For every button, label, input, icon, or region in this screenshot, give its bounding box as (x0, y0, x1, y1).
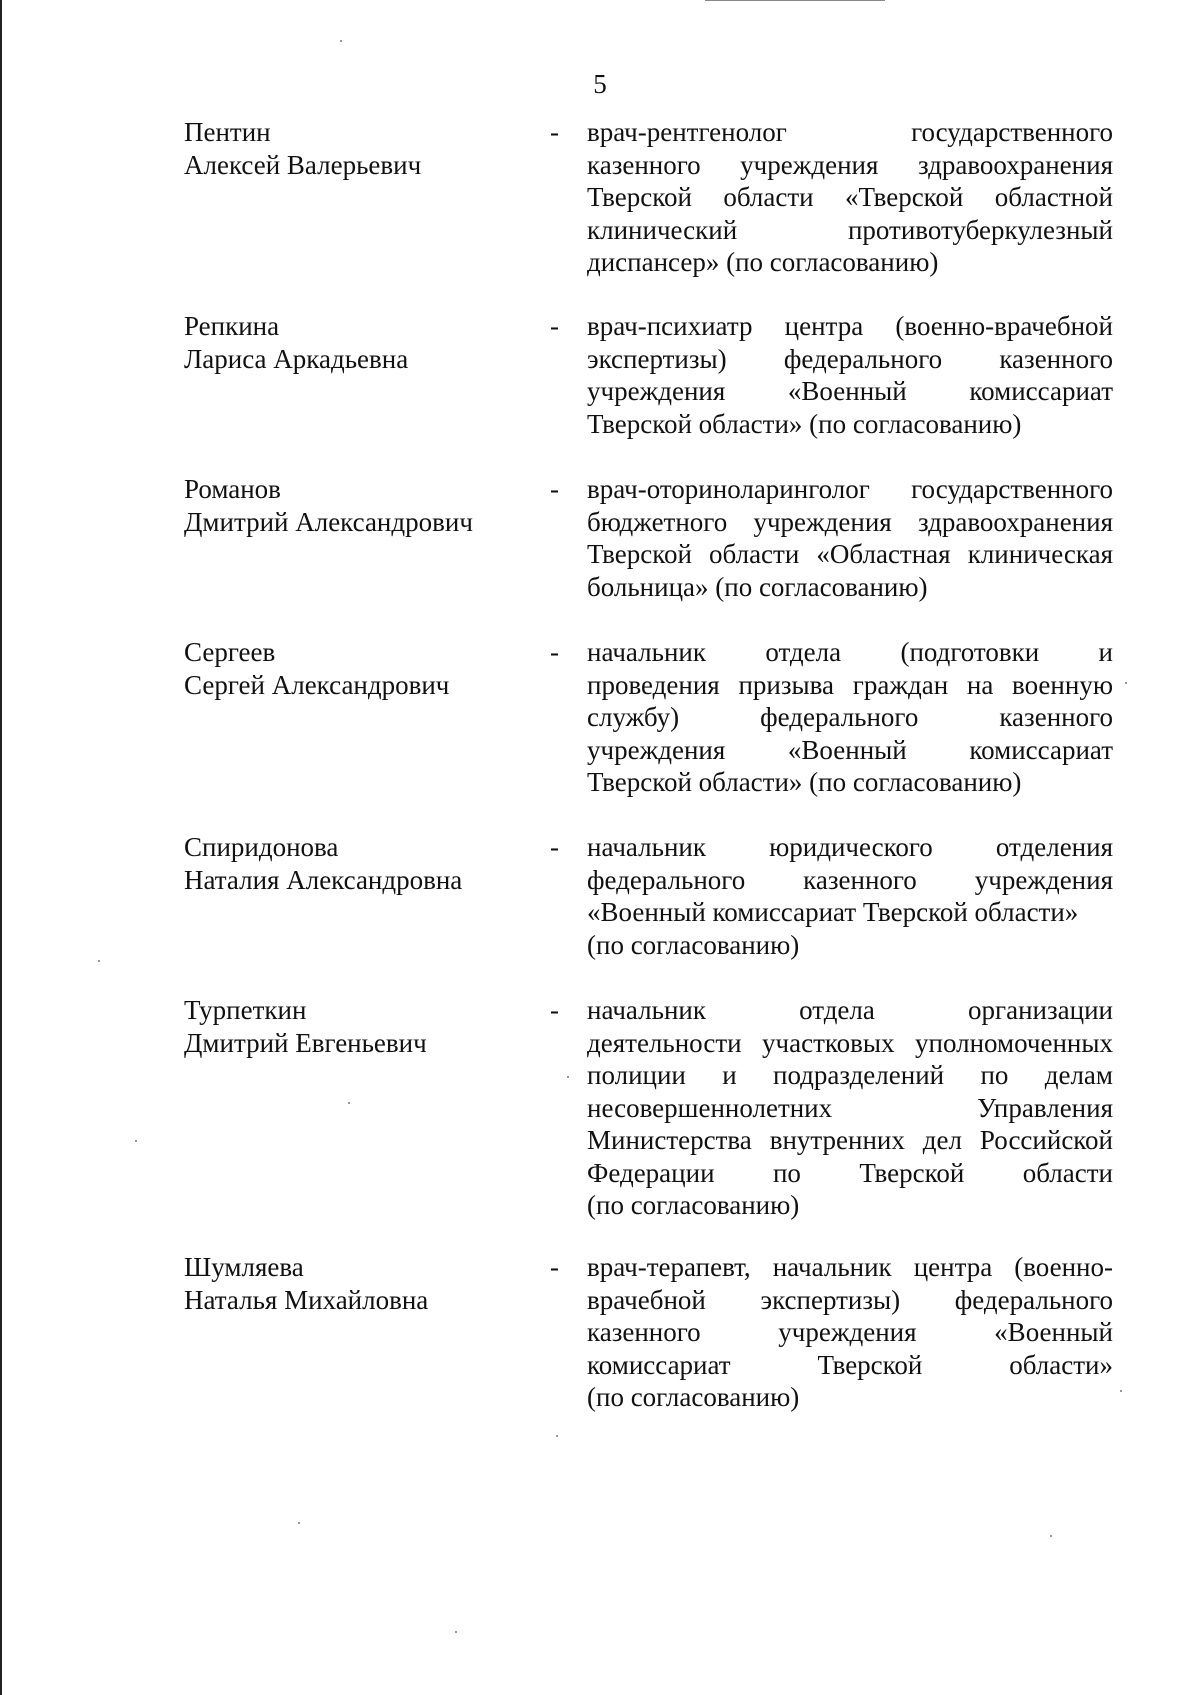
position-line: начальник юридического отделения (587, 832, 1113, 862)
position-line: больница» (по согласованию) (587, 571, 928, 602)
surname: Турпеткин (184, 995, 307, 1025)
position-line: бюджетного учреждения здравоохранения (587, 506, 1113, 537)
surname: Сергеев (184, 637, 276, 667)
surname: Пентин (184, 117, 271, 147)
given-names: Дмитрий Александрович (184, 506, 473, 537)
scan-speck (340, 40, 342, 42)
position-line: казенного учреждения «Военный (587, 1317, 1113, 1347)
given-names: Наталия Александровна (184, 864, 463, 895)
position-description (587, 994, 1113, 1222)
position-line: врач-терапевт, начальник центра (военно- (587, 1252, 1113, 1282)
separator-dash: - (550, 474, 559, 504)
given-names: Наталья Михайловна (184, 1284, 429, 1315)
position-line: врачебной экспертизы) федерального (587, 1284, 1113, 1315)
person-name (184, 116, 524, 181)
page-number: 5 (593, 69, 607, 99)
position-line: врач-рентгенолог государственного (587, 117, 1113, 147)
scan-speck (567, 1076, 569, 1078)
position-line: службу) федерального казенного (587, 702, 1113, 732)
position-line: Федерации по Тверской области (587, 1157, 1113, 1188)
position-line: несовершеннолетних Управления (587, 1092, 1113, 1123)
position-line: врач-оториноларинголог государственного (587, 474, 1113, 504)
position-line: (по согласованию) (587, 1190, 800, 1220)
position-line: проведения призыва граждан на военную (587, 669, 1113, 700)
position-line: деятельности участковых уполномоченных (587, 1027, 1113, 1058)
person-name (184, 994, 524, 1059)
position-line: начальник отдела (подготовки и (587, 637, 1113, 667)
position-line: полиции и подразделений по делам (587, 1060, 1113, 1090)
position-line: Министерства внутренних дел Российской (587, 1125, 1113, 1155)
position-description (587, 1251, 1113, 1414)
position-line: Тверской области» (по согласованию) (587, 408, 1022, 439)
surname: Спиридонова (184, 832, 339, 862)
surname: Шумляева (184, 1252, 304, 1282)
separator-dash: - (550, 117, 559, 147)
position-description (587, 116, 1113, 279)
scan-speck (1125, 682, 1127, 684)
scan-speck (455, 1631, 457, 1633)
position-line: Тверской области «Областная клиническая (587, 539, 1113, 569)
person-name (184, 310, 524, 375)
scan-speck (1120, 1390, 1122, 1392)
position-line: учреждения «Военный комиссариат (587, 376, 1113, 406)
position-line: казенного учреждения здравоохранения (587, 149, 1113, 180)
position-description (587, 831, 1113, 961)
given-names: Дмитрий Евгеньевич (184, 1027, 427, 1058)
position-line: начальник отдела организации (587, 995, 1113, 1025)
given-names: Сергей Александрович (184, 669, 450, 700)
given-names: Лариса Аркадьевна (184, 343, 409, 374)
position-line: врач-психиатр центра (военно-врачебной (587, 311, 1113, 341)
scan-speck (348, 1102, 350, 1104)
position-line: «Военный комиссариат Тверской области» (587, 897, 1079, 927)
person-name (184, 1251, 524, 1316)
position-line: клинический противотуберкулезный (587, 214, 1113, 245)
position-line: диспансер» (по согласованию) (587, 247, 939, 277)
separator-dash: - (550, 995, 559, 1025)
position-line: Тверской области» (по согласованию) (587, 767, 1022, 797)
given-names: Алексей Валерьевич (184, 149, 422, 180)
scan-top-edge-line (705, 0, 885, 1)
position-line: комиссариат Тверской области» (587, 1349, 1113, 1380)
position-line: учреждения «Военный комиссариат (587, 734, 1113, 765)
scan-speck (298, 1522, 300, 1524)
position-line: (по согласованию) (587, 929, 800, 960)
scan-speck (1050, 1535, 1052, 1537)
scan-speck (556, 1435, 558, 1437)
surname: Репкина (184, 311, 280, 341)
person-name (184, 831, 524, 896)
position-line: федерального казенного учреждения (587, 864, 1113, 895)
position-description (587, 636, 1113, 799)
scan-speck (135, 1140, 137, 1142)
position-line: экспертизы) федерального казенного (587, 343, 1113, 374)
position-line: Тверской области «Тверской областной (587, 182, 1113, 212)
scan-left-edge-line (0, 0, 2, 1695)
scan-speck (98, 960, 100, 962)
position-description (587, 310, 1113, 440)
position-description (587, 473, 1113, 603)
position-line: (по согласованию) (587, 1382, 800, 1412)
separator-dash: - (550, 1252, 559, 1282)
separator-dash: - (550, 311, 559, 341)
person-name (184, 636, 524, 701)
surname: Романов (184, 474, 281, 504)
separator-dash: - (550, 832, 559, 862)
person-name (184, 473, 524, 538)
separator-dash: - (550, 637, 559, 667)
